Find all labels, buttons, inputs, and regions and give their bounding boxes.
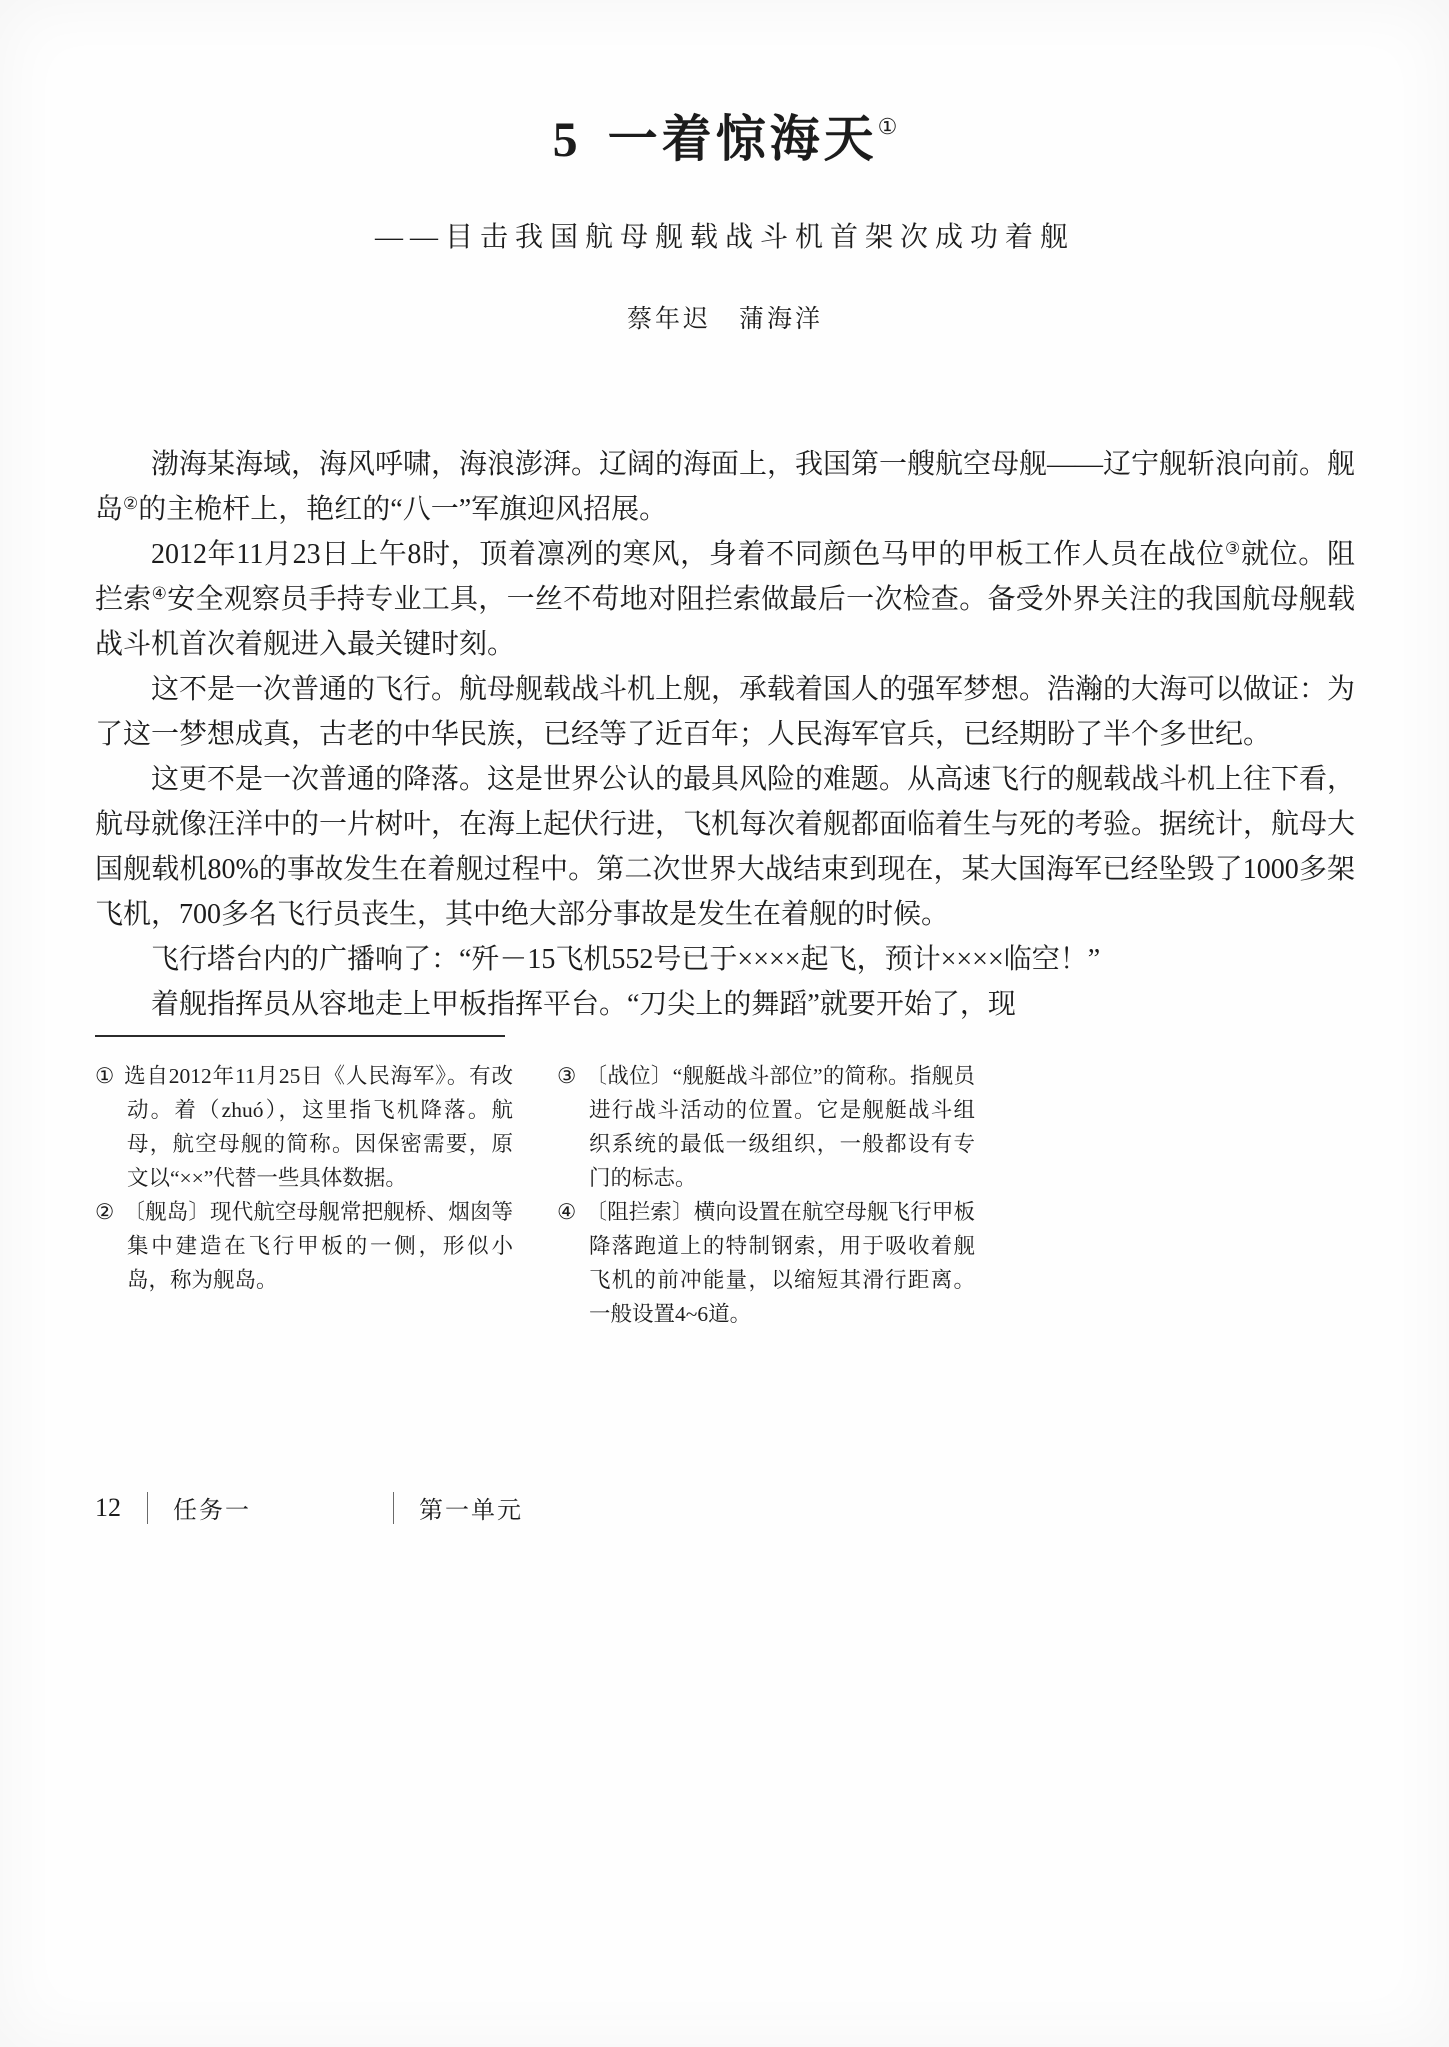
footnote [95, 1059, 513, 1195]
lesson-number: 5 [552, 111, 578, 167]
footnote-marker: ④ [557, 1200, 577, 1224]
lesson-header [95, 108, 1355, 338]
footnote-text: 〔舰岛〕现代航空母舰常把舰桥、烟囱等集中建造在飞行甲板的一侧，形似小岛，称为舰岛。 [123, 1200, 513, 1292]
title-footnote-ref-icon: ① [877, 114, 898, 139]
footnote-ref-icon: ② [123, 494, 139, 513]
footnote-ref-icon: ④ [151, 584, 168, 603]
footnote-text: 〔战位〕“舰艇战斗部位”的简称。指舰员进行战斗活动的位置。它是舰艇战斗组织系统的最低一级组织，一般都设有专门的标志。 [585, 1064, 975, 1190]
footer-unit-label: 第一单元 [419, 1498, 523, 1524]
footnote [557, 1195, 975, 1331]
footnotes-column-left [95, 1059, 513, 1331]
paragraph: 2012年11月23日上午8时，顶着凛冽的寒风，身着不同颜色马甲的甲板工作人员在战位③就位。阻拦索④安全观察员手持专业工具，一丝不苟地对阻拦索做最后一次检查。备受外界关注的我国航母舰载战斗机首次着舰进入最关键时刻。 [95, 539, 1355, 660]
lesson-title [95, 108, 1355, 170]
page-footer [95, 1490, 523, 1525]
footnote [557, 1059, 975, 1195]
footnote-marker: ① [95, 1064, 116, 1088]
footnote-text: 〔阻拦索〕横向设置在航空母舰飞行甲板降落跑道上的特制钢索，用于吸收着舰飞机的前冲能量，以缩短其滑行距离。一般设置4~6道。 [585, 1200, 975, 1326]
footnote-ref-icon: ③ [1225, 539, 1241, 558]
paragraph: 着舰指挥员从容地走上甲板指挥平台。“刀尖上的舞蹈”就要开始了，现 [151, 989, 1016, 1020]
footnotes-section [95, 1059, 1355, 1331]
paragraph: 渤海某海域，海风呼啸，海浪澎湃。辽阔的海面上，我国第一艘航空母舰——辽宁舰斩浪向前。舰岛②的主桅杆上，艳红的“八一”军旗迎风招展。 [95, 449, 1356, 525]
body-paragraphs [95, 442, 1355, 1027]
paragraph: 这更不是一次普通的降落。这是世界公认的最具风险的难题。从高速飞行的舰载战斗机上往下看，航母就像汪洋中的一片树叶，在海上起伏行进，飞机每次着舰都面临着生与死的考验。据统计，航母大国舰载机80%的事故发生在着舰过程中。第二次世界大战结束到现在，某大国海军已经坠毁了1000多架飞机，700多名飞行员丧生，其中绝大部分事故是发生在着舰的时候。 [95, 764, 1356, 930]
footer-divider-2 [393, 1492, 394, 1524]
footnote [95, 1195, 513, 1297]
paragraph: 飞行塔台内的广播响了：“歼－15飞机552号已于××××起飞，预计××××临空！” [151, 944, 1101, 975]
footnote-divider-line [95, 1035, 505, 1037]
paragraph: 这不是一次普通的飞行。航母舰载战斗机上舰，承载着国人的强军梦想。浩瀚的大海可以做证：为了这一梦想成真，古老的中华民族，已经等了近百年；人民海军官兵，已经期盼了半个多世纪。 [95, 674, 1356, 750]
footer-divider-1 [147, 1492, 148, 1524]
lesson-title-text: 一着惊海天 [607, 111, 878, 167]
lesson-subtitle: ——目击我国航母舰载战斗机首架次成功着舰 [374, 222, 1075, 253]
page-number: 12 [95, 1492, 121, 1522]
footnote-text: 选自2012年11月25日《人民海军》。有改动。着（zhuó），这里指飞机降落。航母，航空母舰的简称。因保密需要，原文以“××”代替一些具体数据。 [124, 1064, 513, 1190]
authors-line: 蔡年迟 蒲海洋 [626, 306, 823, 333]
footnote-marker: ② [95, 1200, 115, 1224]
footer-task-label: 任务一 [173, 1498, 251, 1524]
footnote-marker: ③ [557, 1064, 577, 1088]
footnotes-column-right [557, 1059, 975, 1331]
